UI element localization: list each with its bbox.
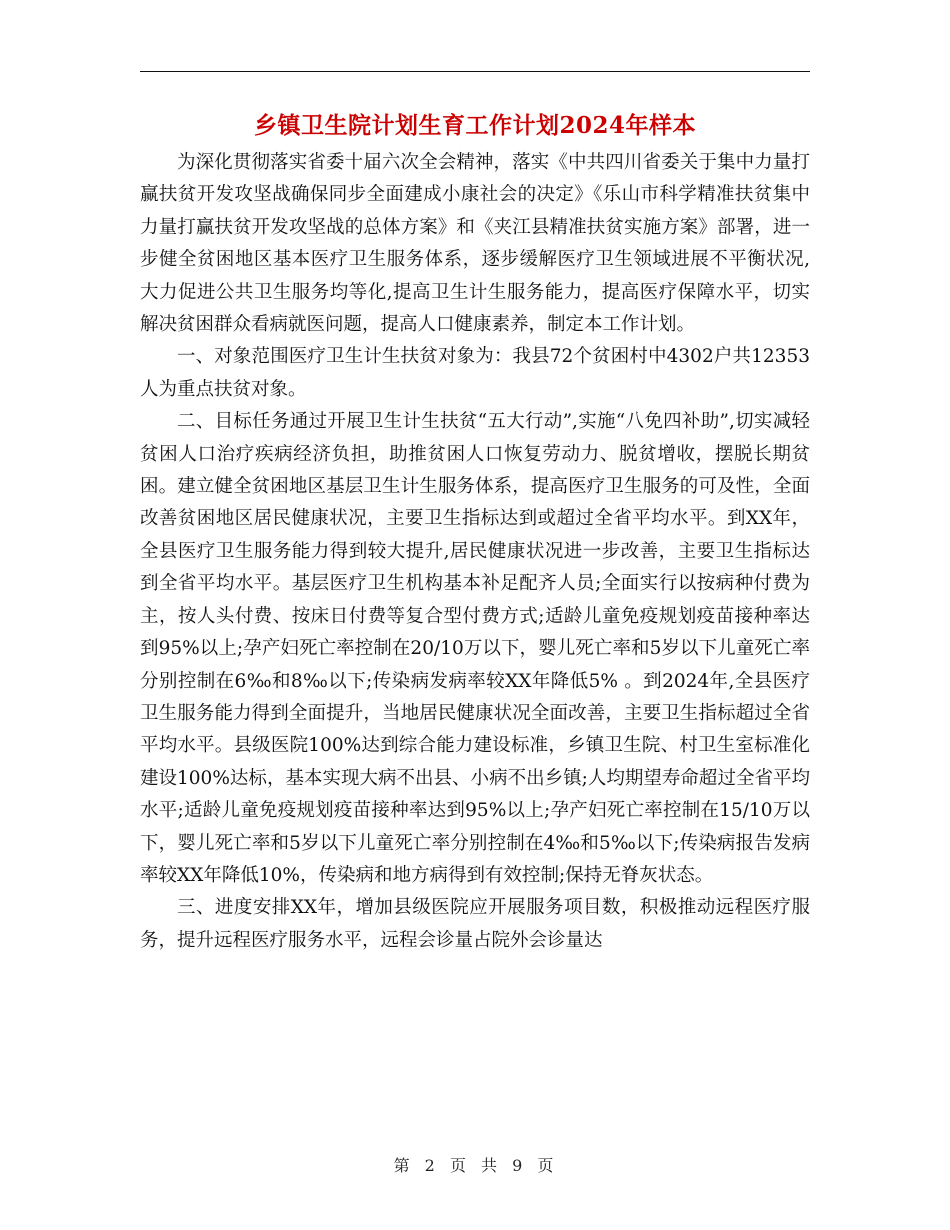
paragraph-schedule: 三、进度安排XX年，增加县级医院应开展服务项目数，积极推动远程医疗服务，提升远程医疗服务水平，远程会诊量占院外会诊量达 xyxy=(140,897,810,951)
paragraph-goals: 二、目标任务通过开展卫生计生扶贫“五大行动”,实施“八免四补助”,切实减轻贫困人口治疗疾病经济负担，助推贫困人口恢复劳动力、脱贫增收，摆脱长期贫困。建立健全贫困地区基层卫生计生服务体系，提高医疗卫生服务的可及性，全面改善贫困地区居民健康状况，主要卫生指标达到或超过全省平均水平。到XX年，全县医疗卫生服务能力得到较大提升,居民健康状况进一步改善，主要卫生指标达到全省平均水平。基层医疗卫生机构基本补足配齐人员;全面实行以按病种付费为主，按人头付费、按床日付费等复合型付费方式;适龄儿童免疫规划疫苗接种率达到95%以上;孕产妇死亡率控制在20/10万以下，婴儿死亡率和5岁以下儿童死亡率分别控制在6‰和8‰以下;传染病发病率较XX年降低5% 。到2024年,全县医疗卫生服务能力得到全面提升，当地居民健康状况全面改善，主要卫生指标超过全省平均水平。县级医院100%达到综合能力建设标准，乡镇卫生院、村卫生室标准化建设100%达标，基本实现大病不出县、小病不出乡镇;人均期望寿命超过全省平均水平;适龄儿童免疫规划疫苗接种率达到95%以上;孕产妇死亡率控制在15/10万以下，婴儿死亡率和5岁以下儿童死亡率分别控制在4‰和5‰以下;传染病报告发病率较XX年降低10%，传染病和地方病得到有效控制;保持无脊灰状态。 xyxy=(140,411,810,886)
document-body xyxy=(140,147,810,957)
paragraph-scope: 一、对象范围医疗卫生计生扶贫对象为：我县72个贫困村中4302户共12353人为重点扶贫对象。 xyxy=(140,346,810,400)
paragraph-intro: 为深化贯彻落实省委十届六次全会精神，落实《中共四川省委关于集中力量打赢扶贫开发攻坚战确保同步全面建成小康社会的决定》《乐山市科学精准扶贫集中力量打赢扶贫开发攻坚战的总体方案》和《夹江县精准扶贫实施方案》部署，进一步健全贫困地区基本医疗卫生服务体系，逐步缓解医疗卫生领域进展不平衡状况,大力促进公共卫生服务均等化,提高卫生计生服务能力，提高医疗保障水平，切实解决贫困群众看病就医问题，提高人口健康素养，制定本工作计划。 xyxy=(140,152,810,336)
header-rule xyxy=(140,71,810,72)
document-title: 乡镇卫生院计划生育工作计划2024年样本 xyxy=(253,112,696,139)
page-footer: 第 2 页 共 9 页 xyxy=(393,1156,557,1175)
